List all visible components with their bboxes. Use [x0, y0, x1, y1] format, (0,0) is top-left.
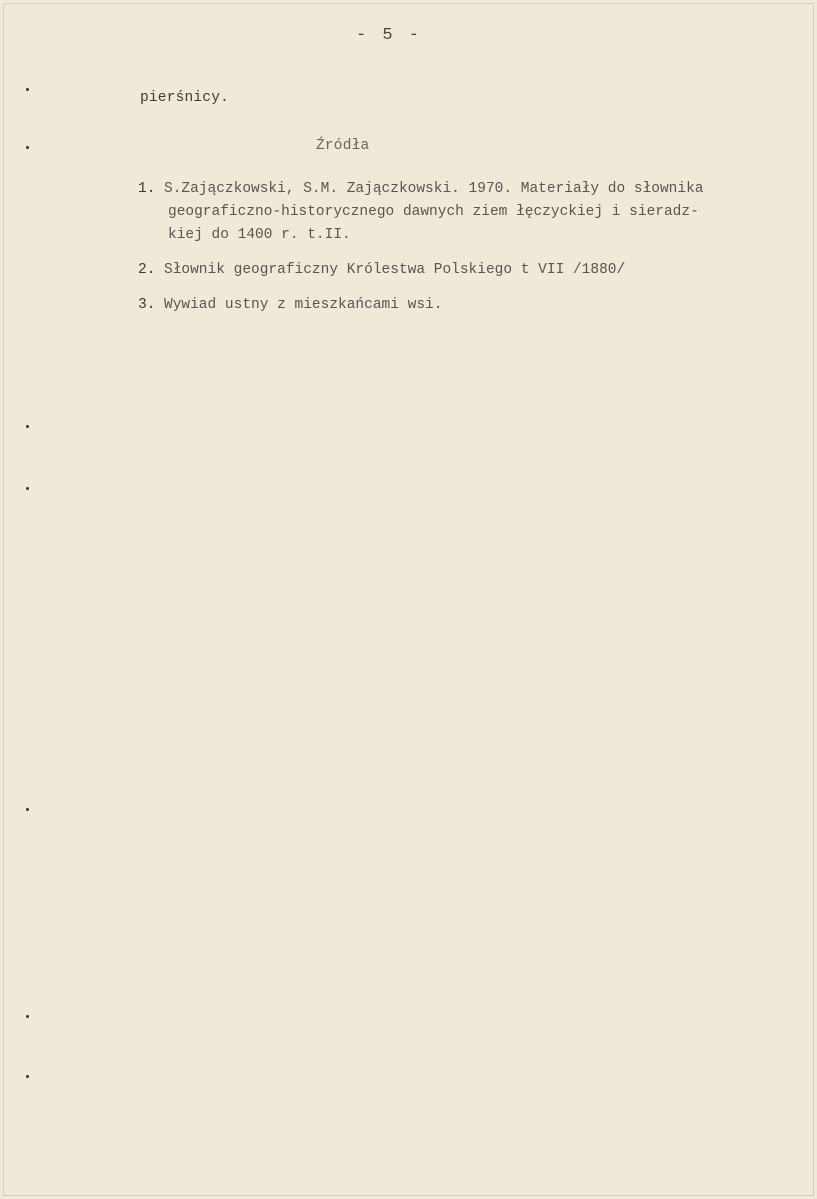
source-number: 2. [138, 262, 156, 278]
sources-heading: Źródła [316, 138, 370, 154]
source-line: Wywiad ustny z mieszkańcami wsi. [164, 297, 443, 313]
source-item [138, 178, 788, 247]
source-line: Słownik geograficzny Królestwa Polskiego t VII /1880/ [164, 262, 626, 278]
margin-speck [26, 425, 29, 428]
source-number: 1. [138, 181, 156, 197]
margin-speck [26, 1075, 29, 1078]
margin-speck [26, 808, 29, 811]
margin-speck [26, 487, 29, 490]
source-line: kiej do 1400 r. t.II. [168, 227, 351, 243]
source-line: S.Zajączkowski, S.M. Zajączkowski. 1970. Materiały do słownika [164, 181, 704, 197]
continuation-text: pierśnicy. [140, 90, 230, 106]
source-item [138, 294, 788, 317]
page-number: - 5 - [356, 26, 423, 45]
margin-speck [26, 1015, 29, 1018]
source-item [138, 259, 788, 282]
source-line: geograficzno-historycznego dawnych ziem łęczyckiej i sieradz- [168, 204, 699, 220]
margin-speck [26, 146, 29, 149]
sources-list [138, 178, 788, 329]
source-number: 3. [138, 297, 156, 313]
margin-speck [26, 88, 29, 91]
